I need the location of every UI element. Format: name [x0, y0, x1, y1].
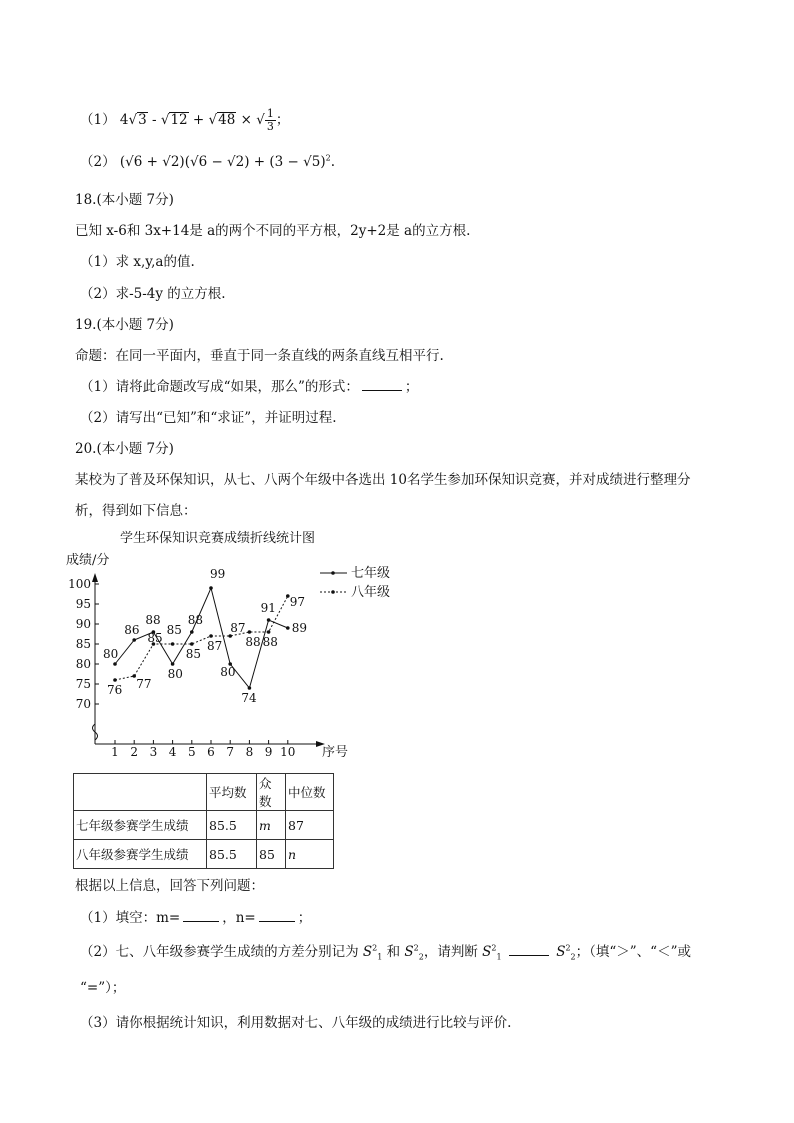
data-point [171, 662, 175, 666]
q20-part1 [80, 906, 311, 926]
data-point [113, 678, 117, 682]
data-label: 97 [289, 595, 306, 609]
part-prefix: （1） [80, 112, 116, 128]
superscript: 2 [565, 943, 571, 953]
q18-header: 18.(本小题 7分) [75, 192, 174, 208]
q20-after-table: 根据以上信息，回答下列问题： [75, 878, 264, 894]
superscript: 2 [491, 943, 497, 953]
data-label: 87 [230, 621, 246, 635]
prompt-text: ，n= [222, 910, 256, 926]
data-point [190, 630, 194, 634]
q20-part2-line2: “=”）； [80, 980, 126, 996]
superscript: 2 [413, 943, 419, 953]
punctuation: ； [297, 910, 312, 926]
expression: (√6 + √2)(√6 − √2) + (3 − √5) [119, 154, 326, 170]
table-row [74, 811, 334, 840]
table-cell: m [257, 811, 286, 840]
data-point [209, 634, 213, 638]
data-label: 87 [207, 639, 223, 653]
prompt-text: （1）填空：m= [80, 910, 181, 926]
punctuation: . [330, 154, 336, 170]
subscript: 2 [570, 952, 576, 962]
data-label: 99 [210, 567, 226, 581]
numerator: 1 [266, 107, 274, 120]
part-prefix: （2） [80, 154, 116, 170]
operator: × [236, 112, 257, 128]
compare-answer-blank[interactable] [509, 943, 549, 956]
variance-symbol: S [482, 944, 492, 960]
table-cell: 85.5 [207, 840, 257, 869]
y-tick-label: 95 [75, 597, 91, 611]
x-tick-label: 6 [207, 745, 215, 759]
q20-stem-line1: 某校为了普及环保知识，从七、八两个年级中各选出 10名学生参加环保知识竞赛，并对成绩进行整理分 [75, 472, 691, 488]
q17-part2 [80, 150, 335, 170]
superscript: 2 [372, 943, 378, 953]
data-label: 88 [145, 613, 161, 627]
prompt-text: （2）七、八年级参赛学生成绩的方差分别记为 [80, 944, 359, 960]
variance-symbol: S [404, 944, 414, 960]
y-tick-label: 90 [75, 617, 91, 631]
table-header-row [74, 774, 334, 811]
n-answer-blank[interactable] [259, 909, 295, 922]
data-label: 80 [167, 667, 183, 681]
y-tick-label: 70 [75, 697, 91, 711]
m-answer-blank[interactable] [183, 909, 219, 922]
data-label: 80 [103, 647, 119, 661]
legend-marker [331, 571, 335, 575]
table-cell: n [286, 840, 334, 869]
fraction [265, 108, 276, 133]
data-point [267, 618, 271, 622]
legend-label: 七年级 [351, 566, 391, 581]
table-cell: 八年级参赛学生成绩 [74, 840, 207, 869]
data-label: 85 [185, 647, 202, 661]
data-point [209, 586, 213, 590]
data-point [132, 638, 136, 642]
data-label: 86 [124, 623, 140, 637]
data-label: 88 [262, 635, 278, 649]
data-label: 91 [260, 601, 276, 615]
x-axis-label: 序号 [322, 745, 349, 760]
table-cell: 87 [286, 811, 334, 840]
table-cell: 七年级参赛学生成绩 [74, 811, 207, 840]
x-tick-label: 4 [168, 745, 177, 759]
score-line-chart [62, 528, 391, 768]
exponent: 2 [325, 153, 331, 163]
operator: - [147, 112, 161, 128]
table-cell: 85 [257, 840, 286, 869]
q17-part1: （1） 4√3 - √12 + √48 × √ $\frac{1}{3}$ ； [80, 107, 290, 133]
data-label: 88 [245, 635, 261, 649]
data-label: 77 [136, 677, 152, 691]
y-axis-arrow [92, 573, 98, 582]
table-row [74, 840, 334, 869]
variance-symbol: S [556, 944, 566, 960]
x-tick-label: 2 [130, 745, 139, 759]
legend-label: 八年级 [351, 585, 391, 600]
q20-header: 20.(本小题 7分) [75, 441, 174, 457]
q19-header: 19.(本小题 7分) [75, 317, 174, 333]
q20-part3: （3）请你根据统计知识，利用数据对七、八年级的成绩进行比较与评价. [80, 1015, 512, 1031]
legend-marker [331, 590, 335, 594]
data-point [286, 626, 290, 630]
chart-title: 学生环保知识竞赛成绩折线统计图 [120, 531, 316, 546]
table-cell: 中位数 [286, 774, 334, 811]
variance-symbol: S [362, 944, 373, 960]
data-label: 80 [220, 665, 236, 679]
y-tick-label: 85 [75, 637, 91, 651]
table-cell: 平均数 [207, 774, 257, 811]
stats-table [73, 773, 334, 869]
data-point [190, 642, 194, 646]
y-tick-label: 80 [75, 657, 91, 671]
data-point [248, 686, 252, 690]
subscript: 2 [418, 952, 424, 962]
x-tick-label: 10 [280, 745, 296, 759]
radicand: 48 [218, 112, 236, 128]
x-tick-label: 7 [226, 745, 235, 759]
data-label: 76 [107, 683, 123, 697]
prompt-text: ；（填“＞”、“＜”或 [575, 944, 691, 960]
punctuation: ； [275, 112, 290, 128]
data-point [267, 630, 271, 634]
table-cell: 众数 [257, 774, 286, 811]
data-point [171, 642, 175, 646]
data-label: 89 [291, 621, 308, 635]
subscript: 1 [377, 952, 383, 962]
y-tick-label: 75 [75, 677, 91, 691]
q18-stem: 已知 x-6和 3x+14是 a的两个不同的平方根，2y+2是 a的立方根. [75, 223, 471, 239]
q19-part2: （2）请写出“已知”和“求证”，并证明过程. [80, 410, 337, 426]
data-label: 74 [241, 691, 257, 705]
table-cell: 85.5 [207, 811, 257, 840]
radicand: 12 [170, 112, 188, 128]
q20-part2 [80, 940, 691, 962]
data-label: 85 [147, 631, 163, 645]
q18-part2: （2）求-5-4y 的立方根. [80, 286, 226, 302]
coefficient: 4 [119, 112, 129, 128]
x-tick-label: 1 [111, 745, 119, 759]
y-axis-label: 成绩/分 [66, 553, 110, 568]
data-label: 88 [187, 613, 204, 627]
answer-blank[interactable] [362, 378, 402, 391]
denominator: 3 [266, 120, 274, 133]
table-cell [74, 774, 207, 811]
data-label: 85 [166, 623, 182, 637]
data-point [248, 630, 252, 634]
subscript: 1 [496, 952, 502, 962]
data-point [113, 662, 117, 666]
x-tick-label: 5 [187, 745, 196, 759]
q19-stem: 命题：在同一平面内，垂直于同一条直线的两条直线互相平行. [75, 348, 444, 364]
operator: + [188, 112, 209, 128]
x-tick-label: 9 [264, 745, 273, 759]
conjunction: 和 [386, 944, 401, 960]
q20-stem-line2: 析，得到如下信息： [75, 503, 197, 519]
prompt-text: ，请判断 [423, 944, 478, 960]
radicand: 3 [138, 112, 147, 128]
prompt-text: （1）请将此命题改写成“如果，那么”的形式： [80, 379, 359, 395]
punctuation: ； [404, 379, 419, 395]
q18-part1: （1）求 x,y,a的值. [80, 254, 195, 270]
x-tick-label: 8 [245, 745, 254, 759]
y-tick-label: 100 [68, 577, 91, 591]
q19-part1 [80, 375, 418, 395]
x-tick-label: 3 [149, 745, 158, 759]
